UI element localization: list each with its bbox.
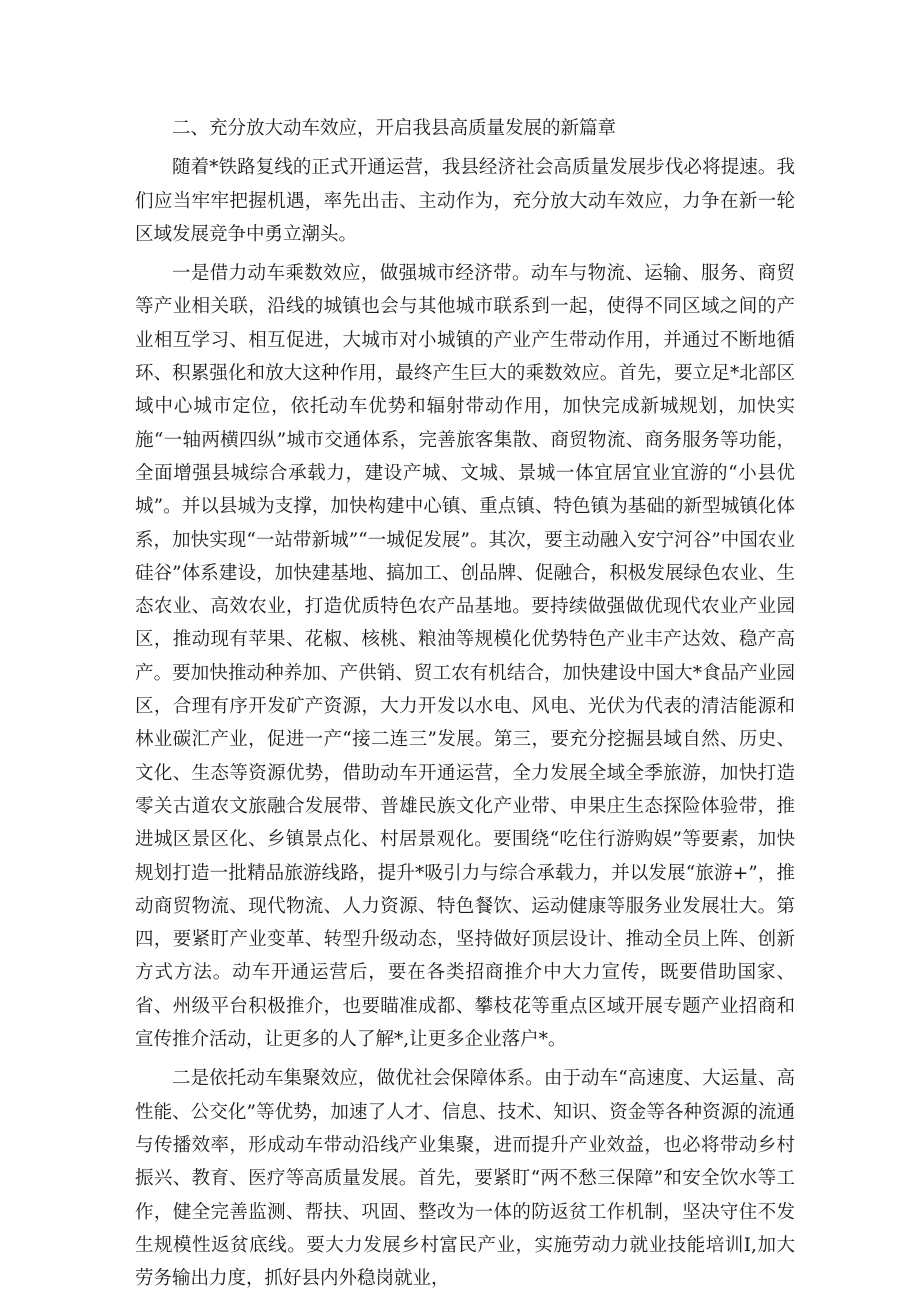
paragraph-intro: 随着*铁路复线的正式开通运营，我县经济社会高质量发展步伐必将提速。我们应当牢牢把握机遇，率先出击、主动作为，充分放大动车效应，力争在新一轮区域发展竞争中勇立潮头。	[135, 157, 795, 245]
document-body	[135, 112, 795, 1301]
paragraph-multiplier-effect: 一是借力动车乘数效应，做强城市经济带。动车与物流、运输、服务、商贸等产业相关联，沿线的城镇也会与其他城市联系到一起，使得不同区域之间的产业相互学习、相互促进，大城市对小城镇的产业产生带动作用，并通过不断地循环、积累强化和放大这种作用，最终产生巨大的乘数效应。首先，要立足*北部区域中心城市定位，依托动车优势和辐射带动作用，加快完成新城规划，加快实施“一轴两横四纵”城市交通体系，完善旅客集散、商贸物流、商务服务等功能，全面增强县城综合承载力，建设产城、文城、景城一体宜居宜业宜游的“小县优城”。并以县城为支撑，加快构建中心镇、重点镇、特色镇为基础的新型城镇化体系，加快实现“一站带新城”“一城促发展”。其次，要主动融入安宁河谷”中国农业硅谷”体系建设，加快建基地、搞加工、创品牌、促融合，积极发展绿色农业、生态农业、高效农业，打造优质特色农产品基地。要持续做强做优现代农业产业园区，推动现有苹果、花椒、核桃、粮油等规模化优势特色产业丰产达效、稳产高产。要加快推动种养加、产供销、贸工农有机结合，加快建设中国大*食品产业园区，合理有序开发矿产资源，大力开发以水电、风电、光伏为代表的清洁能源和林业碳汇产业，促进一产“接二连三”发展。第三，要充分挖掘县域自然、历史、文化、生态等资源优势，借助动车开通运营，全力发展全域全季旅游，加快打造零关古道农文旅融合发展带、普雄民族文化产业带、申果庄生态探险体验带，推进城区景区化、乡镇景点化、村居景观化。要围绕“吃住行游购娱”等要素，加快规划打造一批精品旅游线路，提升*吸引力与综合承载力，并以发展“旅游+”，推动商贸物流、现代物流、人力资源、特色餐饮、运动健康等服务业发展壮大。第四，要紧盯产业变革、转型升级动态，坚持做好顶层设计、推动全员上阵、创新方式方法。动车开通运营后，要在各类招商推介中大力宣传，既要借助国家、省、州级平台积极推介，也要瞄准成都、攀枝花等重点区域开展专题产业招商和宣传推介活动，让更多的人了解*,让更多企业落户*。	[135, 263, 795, 1051]
paragraph-agglomeration-effect: 二是依托动车集聚效应，做优社会保障体系。由于动车“高速度、大运量、高性能、公交化”等优势，加速了人才、信息、技术、知识、资金等各种资源的流通与传播效率，形成动车带动沿线产业集聚，进而提升产业效益，也必将带动乡村振兴、教育、医疗等高质量发展。首先，要紧盯“两不愁三保障”和安全饮水等工作，健全完善监测、帮扶、巩固、整改为一体的防返贫工作机制，坚决守住不发生规模性返贫底线。要大力发展乡村富民产业，实施劳动力就业技能培训I,加大劳务输出力度，抓好县内外稳岗就业，	[135, 1068, 795, 1290]
section-heading: 二、充分放大动车效应，开启我县高质量发展的新篇章	[172, 118, 617, 139]
